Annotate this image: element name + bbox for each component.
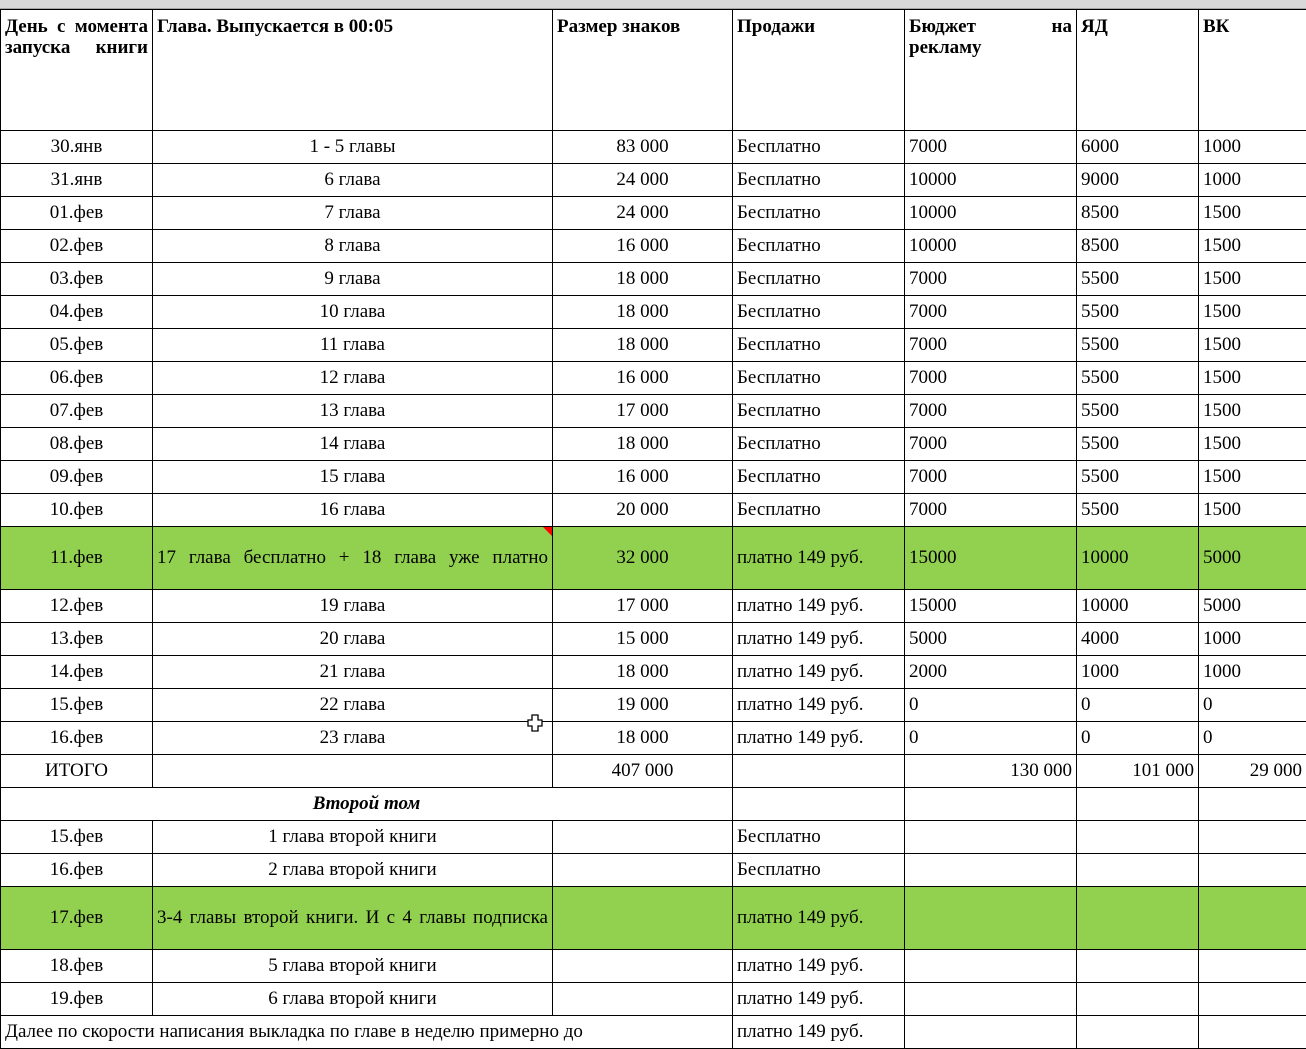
cell-budget[interactable]: 7000 [905,461,1077,494]
cell-day[interactable]: 13.фев [1,623,153,656]
column-header-5: ЯД [1077,10,1199,131]
cell-size[interactable] [553,887,733,950]
cell-size[interactable]: 32 000 [553,527,733,590]
table-row[interactable] [1,656,1306,689]
table-row[interactable] [1,722,1306,755]
cell-day[interactable]: 08.фев [1,428,153,461]
cell-yad[interactable] [1077,887,1199,950]
table-row[interactable] [1,494,1306,527]
cell-sales[interactable]: платно 149 руб. [733,689,905,722]
cell-vk[interactable]: 5000 [1199,527,1306,590]
cell-chapter[interactable]: 6 глава [153,164,553,197]
totals-vk[interactable]: 29 000 [1199,755,1306,788]
cell-yad[interactable]: 6000 [1077,131,1199,164]
cell-chapter[interactable]: 14 глава [153,428,553,461]
cell-sales[interactable]: Бесплатно [733,197,905,230]
sec-vk[interactable] [1199,788,1306,821]
cell-yad[interactable]: 4000 [1077,623,1199,656]
cell-chapter[interactable]: 23 глава [153,722,553,755]
totals-sales[interactable] [733,755,905,788]
cell-size[interactable]: 18 000 [553,329,733,362]
cell-sales[interactable]: Бесплатно [733,362,905,395]
cell-vk[interactable]: 1500 [1199,395,1306,428]
sec-budget[interactable] [905,788,1077,821]
cell-size[interactable]: 24 000 [553,197,733,230]
sec-sales[interactable] [733,788,905,821]
cell-day[interactable]: 18.фев [1,950,153,983]
cell-day[interactable]: 10.фев [1,494,153,527]
footer-note[interactable]: Далее по скорости написания выкладка по главе в неделю примерно до [1,1016,733,1049]
cell-yad[interactable]: 8500 [1077,197,1199,230]
cell-vk[interactable]: 1000 [1199,623,1306,656]
table-row[interactable] [1,329,1306,362]
comment-marker-icon [543,527,552,536]
table-row[interactable] [1,854,1306,887]
footer-note-sales[interactable]: платно 149 руб. [733,1016,905,1049]
cell-day[interactable]: 19.фев [1,983,153,1016]
cell-yad[interactable]: 5500 [1077,395,1199,428]
column-header-4: Бюджет на рекламу [905,10,1077,131]
table-row[interactable] [1,296,1306,329]
cell-chapter[interactable]: 1 глава второй книги [153,821,553,854]
cell-day[interactable]: 05.фев [1,329,153,362]
cell-size[interactable]: 19 000 [553,689,733,722]
cell-yad[interactable] [1077,983,1199,1016]
cell-vk[interactable] [1199,950,1306,983]
cell-vk[interactable]: 1500 [1199,461,1306,494]
column-header-2: Размер знаков [553,10,733,131]
cell-vk[interactable]: 1500 [1199,494,1306,527]
cell-chapter[interactable]: 9 глава [153,263,553,296]
cell-chapter[interactable]: 22 глава [153,689,553,722]
cell-budget[interactable]: 7000 [905,362,1077,395]
cell-day[interactable]: 04.фев [1,296,153,329]
cell-day[interactable]: 09.фев [1,461,153,494]
cell-vk[interactable] [1199,854,1306,887]
table-row[interactable] [1,887,1306,950]
section-label[interactable]: Второй том [1,788,733,821]
cell-budget[interactable]: 7000 [905,131,1077,164]
cell-day[interactable]: 07.фев [1,395,153,428]
cell-vk[interactable]: 1500 [1199,329,1306,362]
table-row[interactable] [1,461,1306,494]
footer-yad[interactable] [1077,1016,1199,1049]
cell-sales[interactable]: платно 149 руб. [733,623,905,656]
cell-budget[interactable] [905,950,1077,983]
cell-size[interactable]: 16 000 [553,230,733,263]
cell-yad[interactable]: 5500 [1077,428,1199,461]
totals-label[interactable]: ИТОГО [1,755,153,788]
cell-size[interactable]: 16 000 [553,461,733,494]
totals-size[interactable]: 407 000 [553,755,733,788]
cell-chapter[interactable]: 7 глава [153,197,553,230]
table-row[interactable] [1,131,1306,164]
table-row[interactable] [1,164,1306,197]
cell-chapter[interactable]: 16 глава [153,494,553,527]
cell-sales[interactable]: Бесплатно [733,854,905,887]
table-row[interactable] [1,197,1306,230]
cell-day[interactable]: 01.фев [1,197,153,230]
cell-vk[interactable]: 1000 [1199,656,1306,689]
cell-yad[interactable]: 10000 [1077,527,1199,590]
cell-sales[interactable]: платно 149 руб. [733,950,905,983]
table-row[interactable] [1,950,1306,983]
cell-vk[interactable]: 1500 [1199,428,1306,461]
cell-size[interactable] [553,983,733,1016]
cell-size[interactable]: 24 000 [553,164,733,197]
cell-size[interactable]: 18 000 [553,296,733,329]
table-row[interactable] [1,428,1306,461]
cell-day[interactable]: 17.фев [1,887,153,950]
cell-vk[interactable] [1199,887,1306,950]
cell-chapter[interactable]: 2 глава второй книги [153,854,553,887]
cell-vk[interactable]: 1500 [1199,296,1306,329]
cell-chapter[interactable]: 19 глава [153,590,553,623]
cell-day[interactable]: 15.фев [1,821,153,854]
cell-sales[interactable]: Бесплатно [733,296,905,329]
cell-chapter[interactable]: 3-4 главы второй книги. И с 4 главы подписка [153,887,553,950]
cell-budget[interactable]: 10000 [905,197,1077,230]
cell-day[interactable]: 11.фев [1,527,153,590]
cell-vk[interactable]: 1000 [1199,131,1306,164]
cell-budget[interactable]: 7000 [905,329,1077,362]
cell-yad[interactable]: 5500 [1077,296,1199,329]
cell-chapter[interactable]: 20 глава [153,623,553,656]
cell-yad[interactable]: 5500 [1077,362,1199,395]
cell-yad[interactable]: 5500 [1077,263,1199,296]
totals-budget[interactable]: 130 000 [905,755,1077,788]
cell-vk[interactable]: 1500 [1199,362,1306,395]
cell-size[interactable]: 18 000 [553,722,733,755]
cell-budget[interactable] [905,887,1077,950]
table-row[interactable] [1,230,1306,263]
cell-size[interactable]: 18 000 [553,263,733,296]
cell-day[interactable]: 16.фев [1,722,153,755]
footer-note-row[interactable] [1,1016,1306,1049]
cell-vk[interactable] [1199,983,1306,1016]
cell-budget[interactable]: 0 [905,722,1077,755]
cell-budget[interactable]: 0 [905,689,1077,722]
cell-sales[interactable]: Бесплатно [733,329,905,362]
cell-budget[interactable]: 15000 [905,527,1077,590]
cell-budget[interactable]: 2000 [905,656,1077,689]
cell-sales[interactable]: платно 149 руб. [733,527,905,590]
cell-size[interactable] [553,854,733,887]
cell-day[interactable]: 15.фев [1,689,153,722]
cell-size[interactable]: 18 000 [553,656,733,689]
column-header-3: Продажи [733,10,905,131]
cell-sales[interactable]: Бесплатно [733,494,905,527]
cell-size[interactable] [553,821,733,854]
cell-sales[interactable]: Бесплатно [733,131,905,164]
cell-chapter[interactable]: 10 глава [153,296,553,329]
cell-day[interactable]: 30.янв [1,131,153,164]
cell-yad[interactable]: 10000 [1077,590,1199,623]
cell-chapter[interactable]: 15 глава [153,461,553,494]
cell-chapter[interactable]: 12 глава [153,362,553,395]
cell-budget[interactable]: 7000 [905,428,1077,461]
cell-yad[interactable]: 0 [1077,689,1199,722]
cell-vk[interactable]: 1500 [1199,197,1306,230]
cell-vk[interactable]: 5000 [1199,590,1306,623]
cell-chapter[interactable]: 5 глава второй книги [153,950,553,983]
table-row[interactable] [1,395,1306,428]
cell-vk[interactable]: 1000 [1199,164,1306,197]
table-row[interactable] [1,623,1306,656]
cell-vk[interactable]: 1500 [1199,230,1306,263]
cell-chapter[interactable]: 17 глава бесплатно + 18 глава уже платно [153,527,553,590]
cell-size[interactable]: 15 000 [553,623,733,656]
table-row[interactable] [1,590,1306,623]
totals-yad[interactable]: 101 000 [1077,755,1199,788]
cell-budget[interactable]: 7000 [905,263,1077,296]
section-label-row[interactable] [1,788,1306,821]
cell-day[interactable]: 16.фев [1,854,153,887]
cell-size[interactable]: 83 000 [553,131,733,164]
cell-sales[interactable]: Бесплатно [733,461,905,494]
table-row[interactable] [1,983,1306,1016]
column-header-0: День с момента запуска книги [1,10,153,131]
cell-sales[interactable]: платно 149 руб. [733,983,905,1016]
table-row[interactable] [1,362,1306,395]
cell-yad[interactable]: 0 [1077,722,1199,755]
cell-day[interactable]: 31.янв [1,164,153,197]
cell-vk[interactable]: 1500 [1199,263,1306,296]
cell-budget[interactable]: 15000 [905,590,1077,623]
cell-yad[interactable]: 5500 [1077,329,1199,362]
cell-budget[interactable]: 10000 [905,230,1077,263]
table-row[interactable] [1,527,1306,590]
cell-day[interactable]: 02.фев [1,230,153,263]
cell-sales[interactable]: Бесплатно [733,395,905,428]
footer-budget[interactable] [905,1016,1077,1049]
cell-chapter[interactable]: 8 глава [153,230,553,263]
cell-sales[interactable]: платно 149 руб. [733,722,905,755]
schedule-table [0,9,1306,1049]
cell-budget[interactable] [905,854,1077,887]
sec-yad[interactable] [1077,788,1199,821]
cell-chapter[interactable]: 11 глава [153,329,553,362]
cell-size[interactable]: 20 000 [553,494,733,527]
cell-day[interactable]: 03.фев [1,263,153,296]
cell-vk[interactable]: 0 [1199,722,1306,755]
table-row[interactable] [1,263,1306,296]
cell-yad[interactable] [1077,950,1199,983]
cell-yad[interactable] [1077,854,1199,887]
cell-budget[interactable]: 10000 [905,164,1077,197]
cell-yad[interactable]: 9000 [1077,164,1199,197]
table-row[interactable] [1,821,1306,854]
cell-sales[interactable]: платно 149 руб. [733,887,905,950]
cell-vk[interactable] [1199,821,1306,854]
cell-chapter[interactable]: 13 глава [153,395,553,428]
cell-budget[interactable]: 7000 [905,395,1077,428]
cell-vk[interactable]: 0 [1199,689,1306,722]
cell-yad[interactable]: 5500 [1077,461,1199,494]
cell-yad[interactable]: 8500 [1077,230,1199,263]
footer-vk[interactable] [1199,1016,1306,1049]
cell-sales[interactable]: Бесплатно [733,230,905,263]
cell-budget[interactable]: 5000 [905,623,1077,656]
cell-sales[interactable]: платно 149 руб. [733,590,905,623]
top-scroll-strip [0,0,1306,9]
column-header-6: ВК [1199,10,1306,131]
cell-sales[interactable]: платно 149 руб. [733,656,905,689]
cell-day[interactable]: 12.фев [1,590,153,623]
cell-budget[interactable] [905,983,1077,1016]
cell-sales[interactable]: Бесплатно [733,263,905,296]
cell-sales[interactable]: Бесплатно [733,164,905,197]
cell-budget[interactable]: 7000 [905,494,1077,527]
cell-day[interactable]: 06.фев [1,362,153,395]
cell-size[interactable] [553,950,733,983]
cell-sales[interactable]: Бесплатно [733,428,905,461]
totals-chapter[interactable] [153,755,553,788]
cell-yad[interactable]: 1000 [1077,656,1199,689]
cell-yad[interactable] [1077,821,1199,854]
cell-chapter[interactable]: 6 глава второй книги [153,983,553,1016]
cell-chapter[interactable]: 1 - 5 главы [153,131,553,164]
cell-chapter[interactable]: 21 глава [153,656,553,689]
cell-yad[interactable]: 5500 [1077,494,1199,527]
cell-size[interactable]: 17 000 [553,395,733,428]
cell-budget[interactable] [905,821,1077,854]
table-row[interactable] [1,689,1306,722]
cell-day[interactable]: 14.фев [1,656,153,689]
totals-row[interactable] [1,755,1306,788]
cell-size[interactable]: 17 000 [553,590,733,623]
cell-size[interactable]: 16 000 [553,362,733,395]
cell-size[interactable]: 18 000 [553,428,733,461]
cell-budget[interactable]: 7000 [905,296,1077,329]
cell-sales[interactable]: Бесплатно [733,821,905,854]
column-header-1: Глава. Выпускается в 00:05 [153,10,553,131]
table-header-row [1,10,1306,131]
